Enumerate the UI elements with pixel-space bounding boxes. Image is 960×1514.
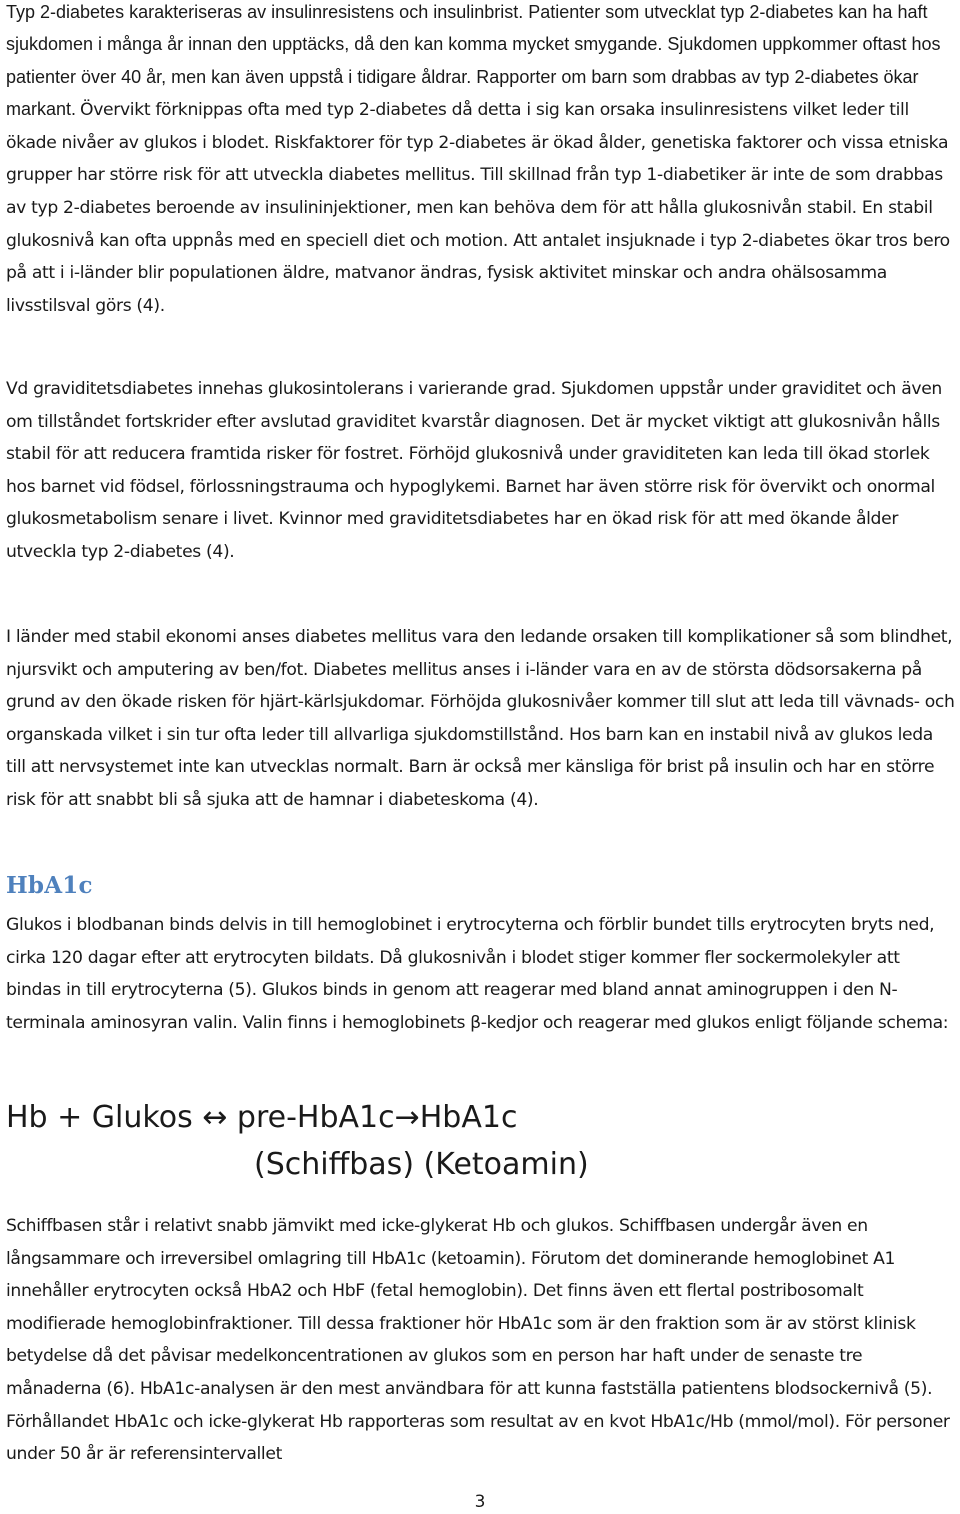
paragraph-type2-lead: Typ 2-diabetes karakteriseras av insulinresistens och insulinbrist. Patienter som utvecklat typ 2-diabetes kan ha haft sjukdomen i många år innan den upptäcks, då den kan komma mycket smygande. Sjukdomen uppkommer oftast hos patienter över 40 år, men kan även uppstå i tidigare åldrar. Rapporter om barn som drabbas av typ 2-diabetes ökar markant. — [6, 2, 941, 120]
paragraph-gestational-diabetes: Vd graviditetsdiabetes innehas glukosintolerans i varierande grad. Sjukdomen uppstår under graviditet och även om tillståndet fortskrider efter avslutad graviditet kvarstår diagnosen. Det är mycket viktigt att glukosnivån hålls stabil för att reducera framtida risker för fostret. Förhöjd glukosnivå under graviditeten kan leda till ökad storlek hos barnet vid födsel, förlossningstrauma och hypoglykemi. Barnet har även större risk för övervikt och onormal glukosmetabolism senare i livet. Kvinnor med graviditetsdiabetes har en ökad risk för att med ökande ålder utveckla typ 2-diabetes (4). — [6, 379, 942, 562]
paragraph-schiffbase: Schiffbasen står i relativt snabb jämvikt med icke-glykerat Hb och glukos. Schiffbasen undergår även en långsammare och irreversibel omlagring till HbA1c (ketoamin). Förutom det dominerande hemoglobinet A1 innehåller erytrocyten också HbA2 och HbF (fetal hemoglobin). Det finns även ett flertal postribosomalt modifierade hemoglobinfraktioner. Till dessa fraktioner hör HbA1c som är den fraktion som är av störst klinisk betydelse då det påvisar medelkoncentrationen av glukos som en person har haft under de senaste tre månaderna (6). HbA1c-analysen är den mest användbara för att kunna fastställa patientens blodsockernivå (5). Förhållandet HbA1c och icke-glykerat Hb rapporteras som resultat av en kvot HbA1c/Hb (mmol/mol). För personer under 50 år är referensintervallet — [6, 1216, 950, 1465]
section-heading-hba1c: HbA1c — [6, 872, 93, 899]
page-number: 3 — [474, 1492, 486, 1512]
paragraph-type2-diabetes — [6, 0, 956, 322]
paragraph-complications: I länder med stabil ekonomi anses diabetes mellitus vara den ledande orsaken till komplikationer så som blindhet, njursvikt och amputering av ben/fot. Diabetes mellitus anses i i-länder vara en av de största dödsorsakerna på grund av den ökade risken för hjärt-kärlsjukdomar. Förhöjda glukosnivåer kommer till slut att leda till vävnads- och organskada vilket i sin tur ofta leder till allvarliga sjukdomstillstånd. Hos barn kan en instabil nivå av glukos leda till att nervsystemet inte kan utvecklas normalt. Barn är också mer känsliga för brist på insulin och har en större risk för att snabbt bli så sjuka att de hamnar i diabeteskoma (4). — [6, 627, 955, 810]
reaction-scheme-line: Hb + Glukos ↔ pre-HbA1c→HbA1c — [6, 1100, 518, 1135]
paragraph-hba1c-binding: Glukos i blodbanan binds delvis in till hemoglobinet i erytrocyterna och förblir bundet tills erytrocyten bryts ned, cirka 120 dagar efter att erytrocyten bildats. Då glukosnivån i blodet stiger kommer fler sockermolekyler att bindas in till erytrocyterna (5). Glukos binds in genom att reagerar med bland annat aminogruppen i den N-terminala aminosyran valin. Valin finns i hemoglobinets β-kedjor och reagerar med glukos enligt följande schema: — [6, 915, 949, 1033]
paragraph-type2-rest: Övervikt förknippas ofta med typ 2-diabetes då detta i sig kan orsaka insulinresistens vilket leder till ökade nivåer av glukos i blodet. Riskfaktorer för typ 2-diabetes är ökad ålder, genetiska faktorer och vissa etniska grupper har större risk för att utveckla diabetes mellitus. Till skillnad från typ 1-diabetiker är inte de som drabbas av typ 2-diabetes beroende av insulininjektioner, men kan behöva dem för att hålla glukosnivån stabil. En stabil glukosnivå kan ofta uppnås med en speciell diet och motion. Att antalet insjuknade i typ 2-diabetes ökar tros bero på att i i-länder blir populationen äldre, matvanor ändras, fysisk aktivitet minskar och andra ohälsosamma livsstilsval görs (4). — [6, 100, 950, 316]
reaction-scheme-labels: (Schiffbas) (Ketoamin) — [254, 1147, 589, 1182]
